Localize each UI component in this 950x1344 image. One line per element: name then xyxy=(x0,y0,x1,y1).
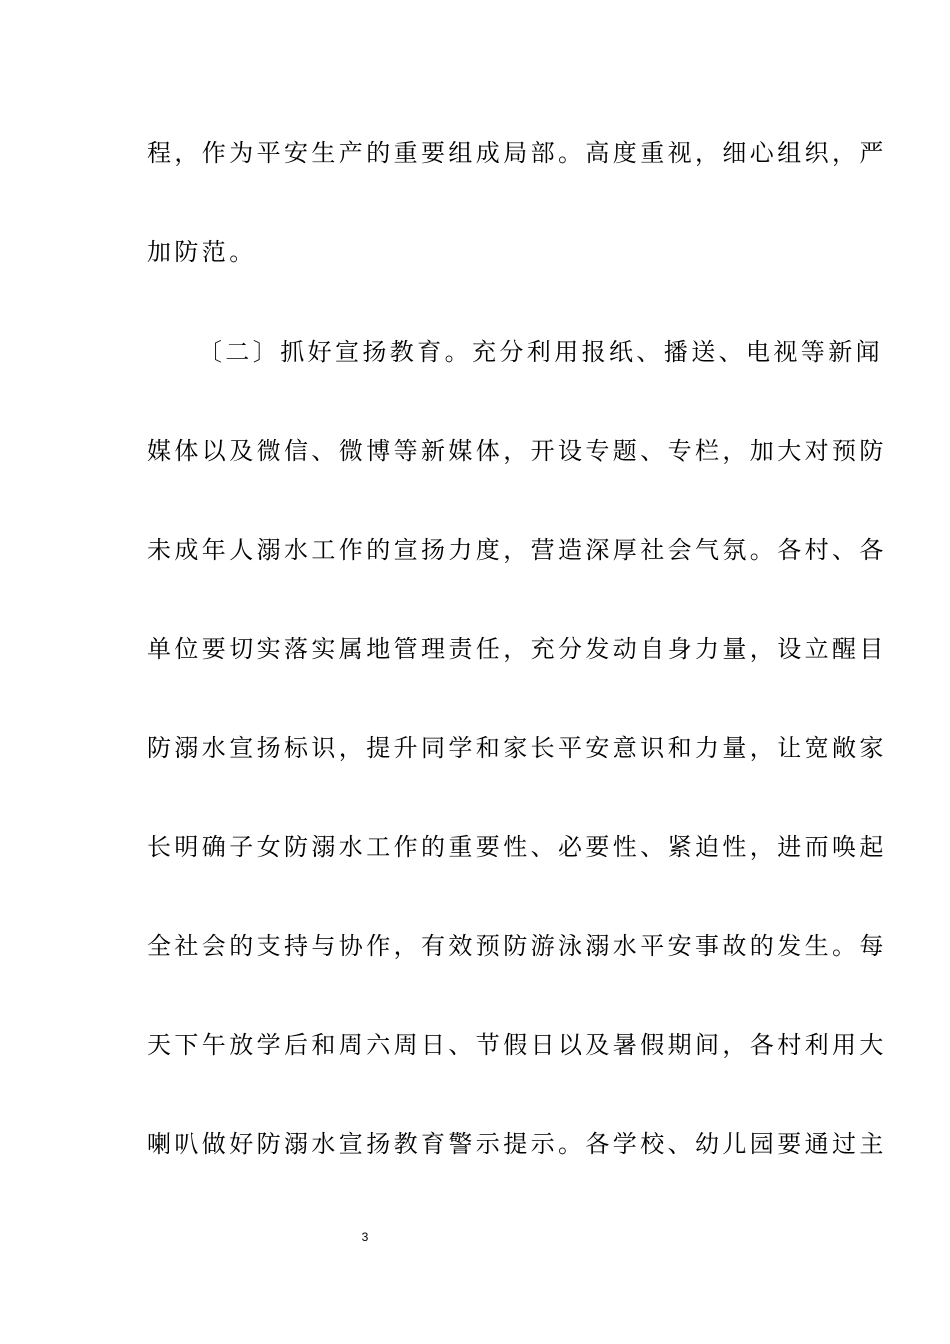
section-heading-line: 〔二〕抓好宣扬教育。充分利用报纸、播送、电视等新闻 xyxy=(198,338,883,366)
body-text-line: 未成年人溺水工作的宣扬力度，营造深厚社会气氛。各村、各 xyxy=(147,536,887,564)
body-text-line: 喇叭做好防溺水宣扬教育警示提示。各学校、幼儿园要通过主 xyxy=(147,1130,887,1158)
body-text-line: 单位要切实落实属地管理责任，充分发动自身力量，设立醒目 xyxy=(147,635,887,663)
body-text-line: 加防范。 xyxy=(147,238,257,266)
body-text-line: 程，作为平安生产的重要组成局部。高度重视，细心组织，严 xyxy=(147,139,887,167)
body-text-line: 天下午放学后和周六周日、节假日以及暑假期间，各村利用大 xyxy=(147,1031,887,1059)
body-text-line: 全社会的支持与协作，有效预防游泳溺水平安事故的发生。每 xyxy=(147,932,887,960)
body-text-line: 长明确子女防溺水工作的重要性、必要性、紧迫性，进而唤起 xyxy=(147,833,887,861)
body-text-line: 防溺水宣扬标识，提升同学和家长平安意识和力量，让宽敞家 xyxy=(147,734,887,762)
page-number: 3 xyxy=(361,1230,369,1244)
body-text-line: 媒体以及微信、微博等新媒体，开设专题、专栏，加大对预防 xyxy=(147,437,887,465)
